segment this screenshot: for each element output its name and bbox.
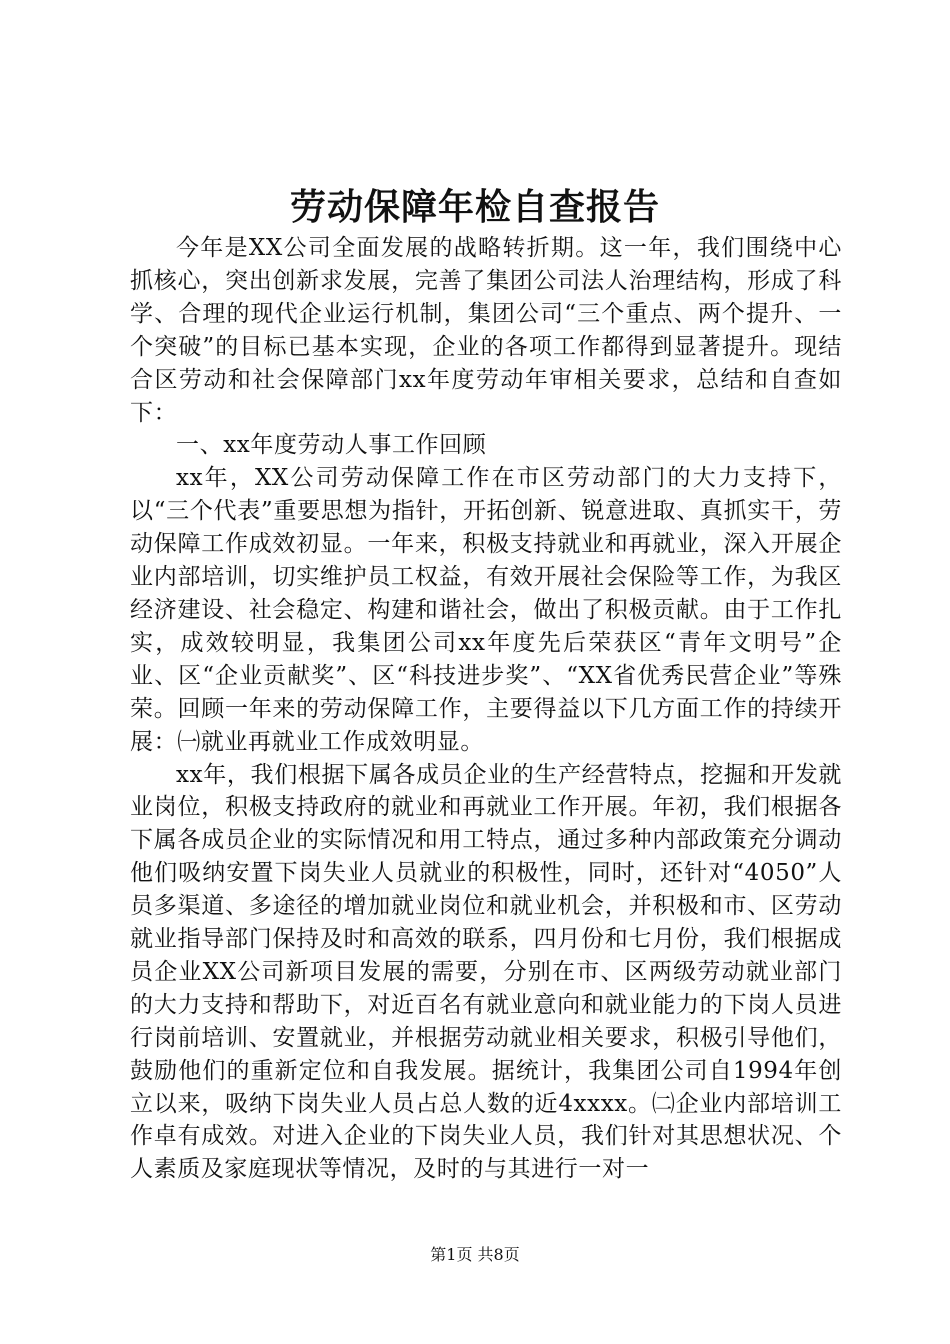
paragraph-review: xx年，XX公司劳动保障工作在市区劳动部门的大力支持下，以“三个代表”重要思想为指针，开拓创新、锐意进取、真抓实干，劳动保障工作成效初显。一年来，积极支持就业和再就业，深入开展企业内部培训，切实维护员工权益，有效开展社会保险等工作，为我区经济建设、社会稳定、构建和谐社会，做出了积极贡献。由于工作扎实，成效较明显，我集团公司xx年度先后荣获区“青年文明号”企业、区“企业贡献奖”、区“科技进步奖”、“XX省优秀民营企业”等殊荣。回顾一年来的劳动保障工作，主要得益以下几方面工作的持续开展：㈠就业再就业工作成效明显。 (130, 465, 842, 755)
document-title: 劳动保障年检自查报告 (289, 186, 660, 228)
paragraph-employment: xx年，我们根据下属各成员企业的生产经营特点，挖掘和开发就业岗位，积极支持政府的就业和再就业工作开展。年初，我们根据各下属各成员企业的实际情况和用工特点，通过多种内部政策充分调动他们吸纳安置下岗失业人员就业的积极性，同时，还针对“4050”人员多渠道、多途径的增加就业岗位和就业机会，并积极和市、区劳动就业指导部门保持及时和高效的联系，四月份和七月份，我们根据成员企业XX公司新项目发展的需要，分别在市、区两级劳动就业部门的大力支持和帮助下，对近百名有就业意向和就业能力的下岗人员进行岗前培训、安置就业，并根据劳动就业相关要求，积极引导他们，鼓励他们的重新定位和自我发展。据统计，我集团公司自1994年创立以来，吸纳下岗失业人员占总人数的近4xxxx。㈡企业内部培训工作卓有成效。对进入企业的下岗失业人员，我们针对其思想状况、个人素质及家庭现状等情况，及时的与其进行一对一 (130, 761, 842, 1183)
page-number-footer: 第1页 共8页 (430, 1245, 520, 1264)
paragraph-intro: 今年是XX公司全面发展的战略转折期。这一年，我们围绕中心抓核心，突出创新求发展，完善了集团公司法人治理结构，形成了科学、合理的现代企业运行机制，集团公司“三个重点、两个提升、一个突破”的目标已基本实现，企业的各项工作都得到显著提升。现结合区劳动和社会保障部门xx年度劳动年审相关要求，总结和自查如下： (130, 235, 842, 426)
section-heading-1: 一、xx年度劳动人事工作回顾 (176, 432, 487, 459)
document-body (130, 232, 842, 1186)
